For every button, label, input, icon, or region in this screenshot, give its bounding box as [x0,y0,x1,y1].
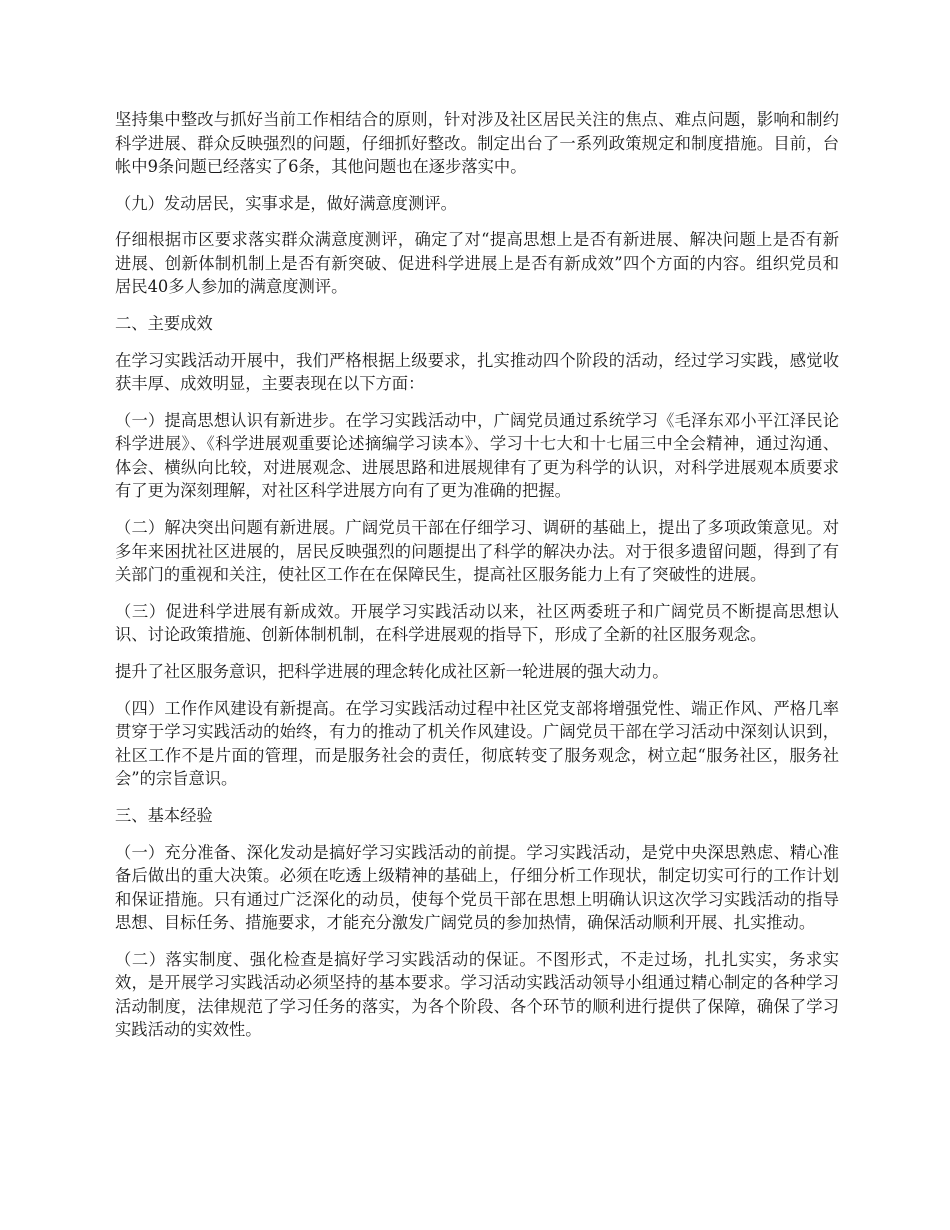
paragraph-rectification: 坚持集中整改与抓好当前工作相结合的原则，针对涉及社区居民关注的焦点、难点问题，影响和制约科学进展、群众反映强烈的问题，仔细抓好整改。制定出台了一系列政策规定和制度措施。目前，台帐中9条问题已经落实了6条，其他问题也在逐步落实中。 [115,110,839,176]
paragraph-result-three: （三）促进科学进展有新成效。开展学习实践活动以来，社区两委班子和广阔党员不断提高思想认识、讨论政策措施、创新体制机制，在科学进展观的指导下，形成了全新的社区服务观念。 [115,601,839,645]
paragraph-results-intro: 在学习实践活动开展中，我们严格根据上级要求，扎实推动四个阶段的活动，经过学习实践，感觉收获丰厚、成效明显，主要表现在以下方面： [115,350,839,394]
paragraph-service-awareness: 提升了社区服务意识，把科学进展的理念转化成社区新一轮进展的强大动力。 [115,662,669,681]
heading-main-results: 二、主要成效 [115,314,213,334]
heading-basic-experience: 三、基本经验 [115,805,213,825]
paragraph-experience-two: （二）落实制度、强化检查是搞好学习实践活动的保证。不图形式，不走过场，扎扎实实，务求实效，是开展学习实践活动必须坚持的基本要求。学习活动实践活动领导小组通过精心制定的各种学习活动制度，法律规范了学习任务的落实，为各个阶段、各个环节的顺利进行提供了保障，确保了学习实践活动的实效性。 [115,949,839,1040]
paragraph-section-nine-title: （九）发动居民，实事求是，做好满意度测评。 [115,193,457,213]
document-body [115,108,839,1055]
paragraph-satisfaction-survey: 仔细根据市区要求落实群众满意度测评，确定了对“提高思想上是否有新进展、解决问题上是否有新进展、创新体制机制上是否有新突破、促进科学进展上是否有新成效”四个方面的内容。组织党员和居民40多人参加的满意度测评。 [115,230,839,297]
paragraph-result-one: （一）提高思想认识有新进步。在学习实践活动中，广阔党员通过系统学习《毛泽东邓小平江泽民论科学进展》、《科学进展观重要论述摘编学习读本》、学习十七大和十七届三中全会精神，通过沟通、体会、横纵向比较，对进展观念、进展思路和进展规律有了更为科学的认识，对科学进展观本质要求有了更为深刻理解，对社区科学进展方向有了更为准确的把握。 [115,410,839,501]
paragraph-result-four: （四）工作作风建设有新提高。在学习实践活动过程中社区党支部将增强党性、端正作风、严格几率贯穿于学习实践活动的始终，有力的推动了机关作风建设。广阔党员干部在学习活动中深刻认识到，社区工作不是片面的管理，而是服务社会的责任，彻底转变了服务观念，树立起“服务社区，服务社会”的宗旨意识。 [115,698,839,789]
paragraph-result-two: （二）解决突出问题有新进展。广阔党员干部在仔细学习、调研的基础上，提出了多项政策意见。对多年来困扰社区进展的，居民反映强烈的问题提出了科学的解决办法。对于很多遗留问题，得到了有关部门的重视和关注，使社区工作在在保障民生，提高社区服务能力上有了突破性的进展。 [115,518,839,585]
paragraph-experience-one: （一）充分准备、深化发动是搞好学习实践活动的前提。学习实践活动，是党中央深思熟虑、精心准备后做出的重大决策。必须在吃透上级精神的基础上，仔细分析工作现状，制定切实可行的工作计划和保证措施。只有通过广泛深化的动员，使每个党员干部在思想上明确认识这次学习实践活动的指导思想、目标任务、措施要求，才能充分激发广阔党员的参加热情，确保活动顺利开展、扎实推动。 [115,842,839,933]
